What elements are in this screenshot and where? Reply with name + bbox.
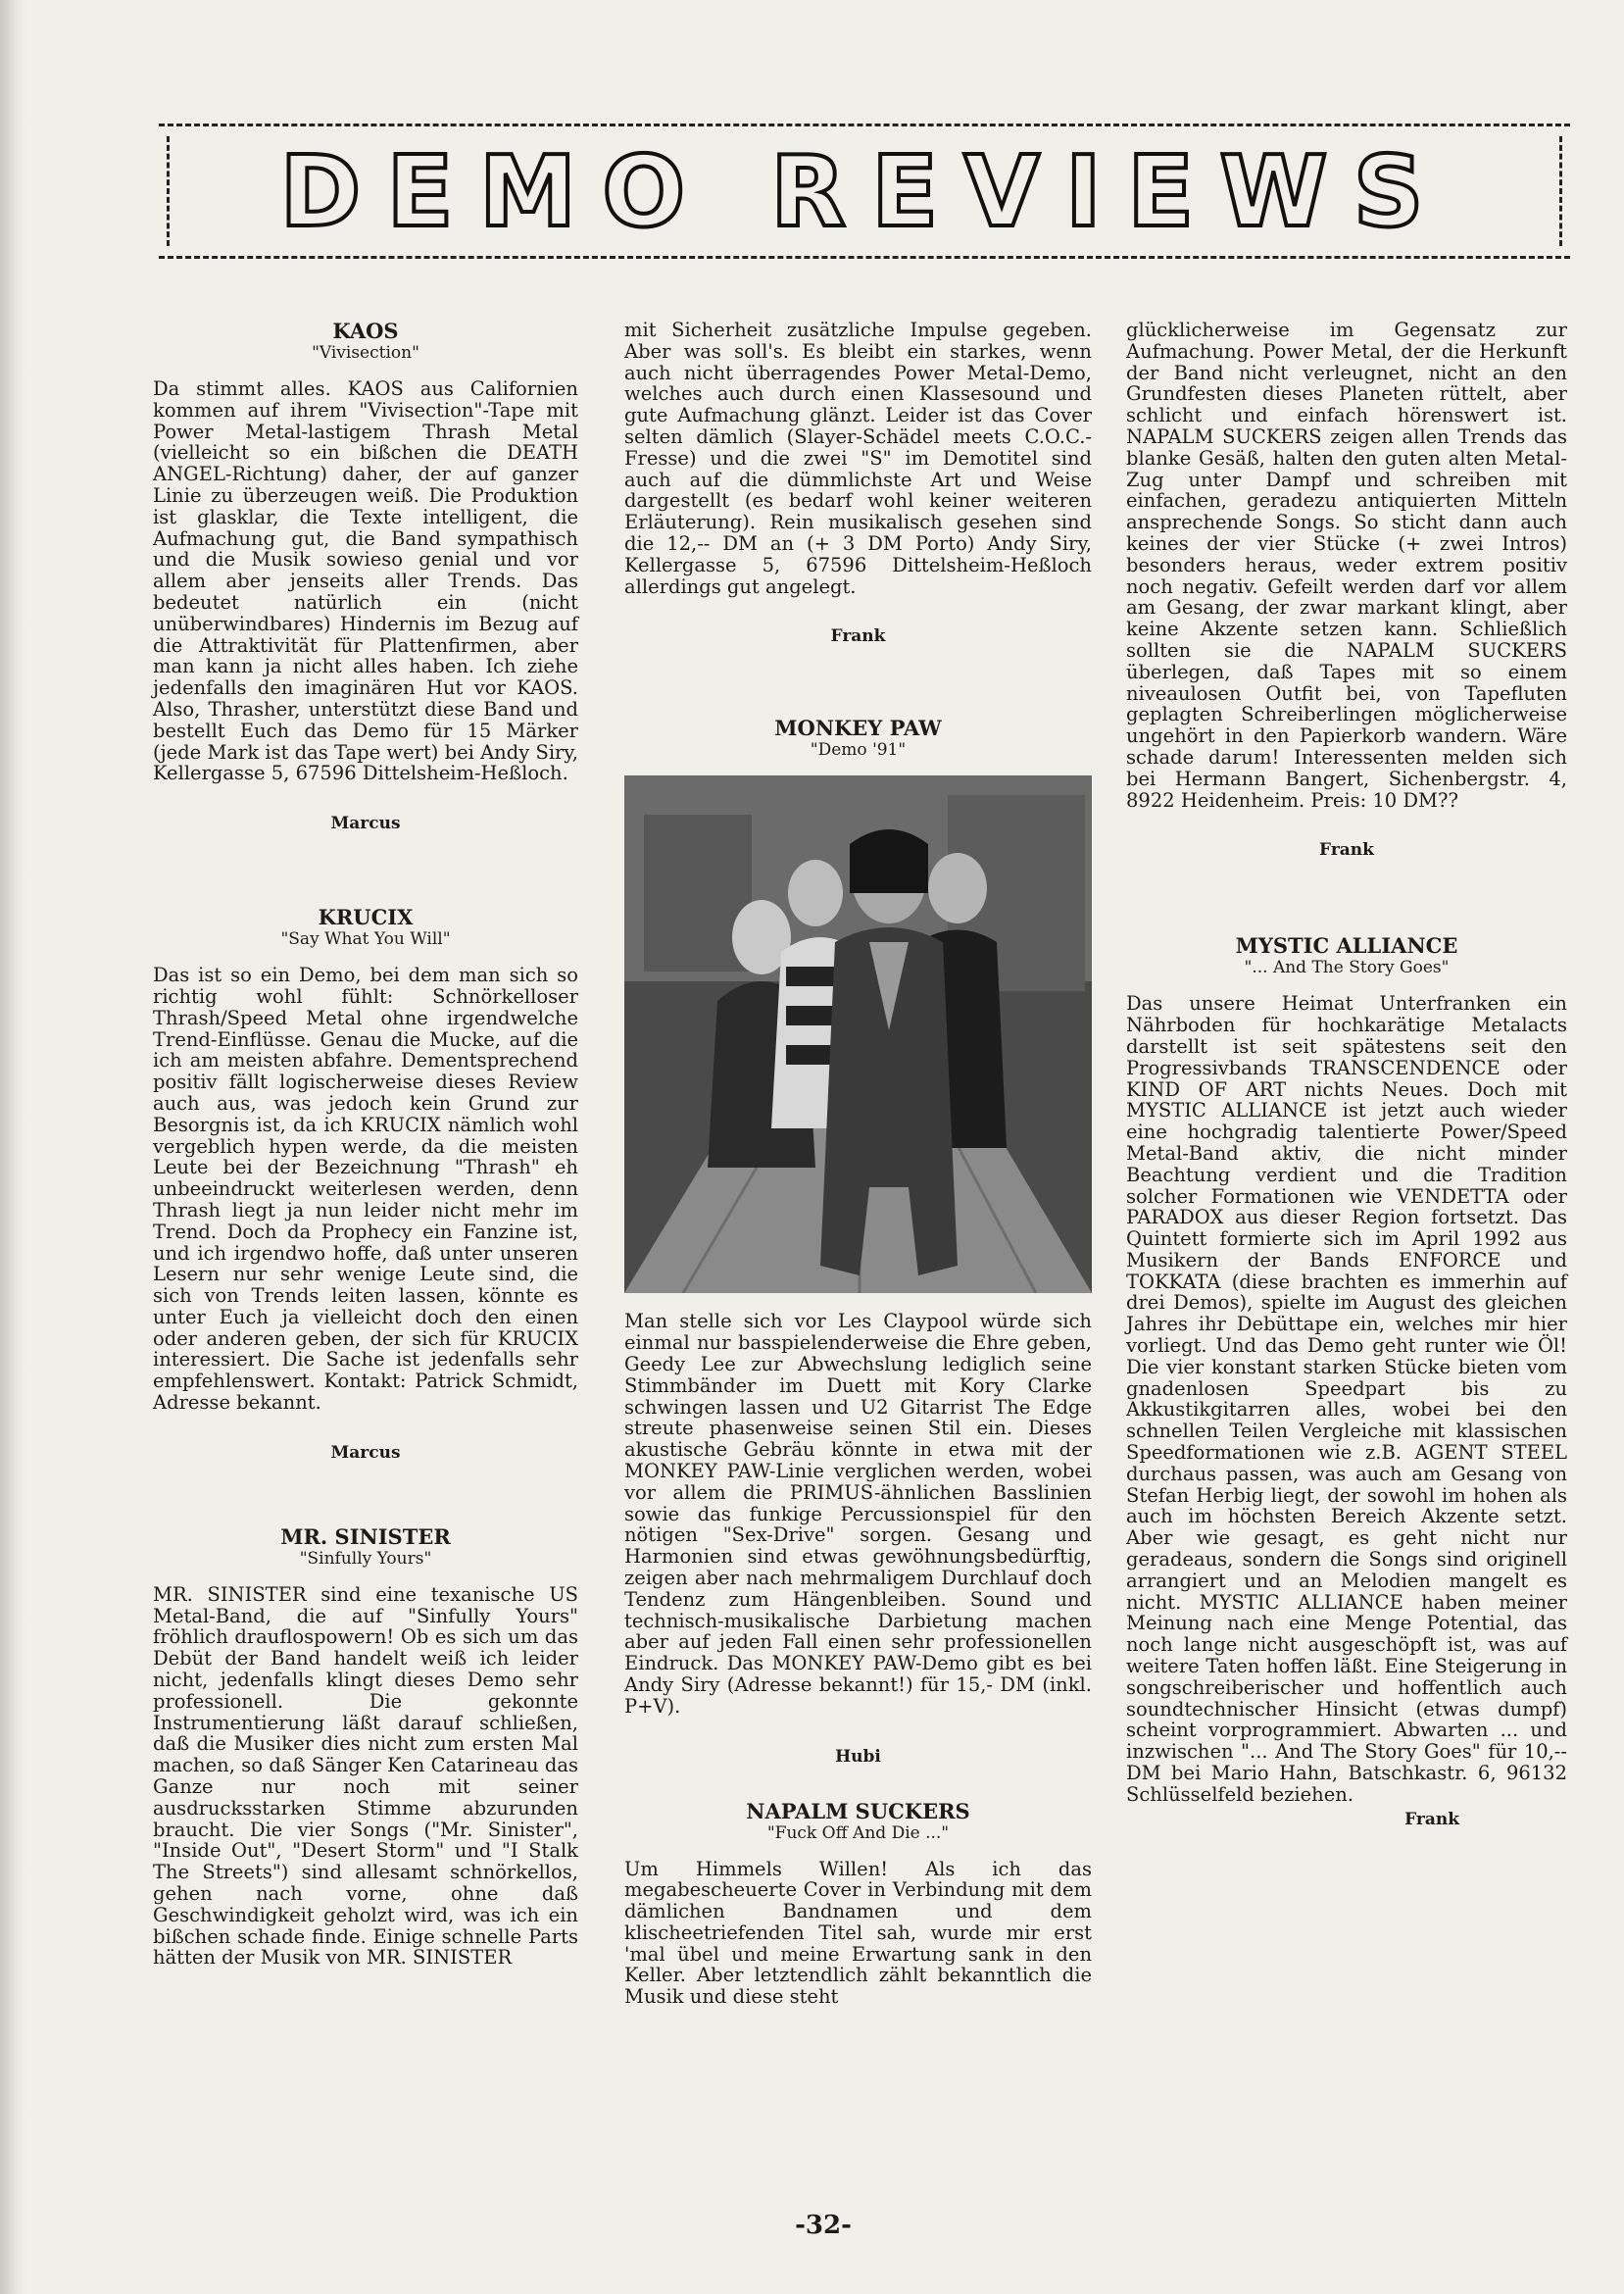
review-text: Man stelle sich vor Les Claypool würde sich einmal nur basspielenderweise die Ehre geben, Geedy Lee zur Abwechslung lediglich seine Stimmbänder im Duett mit Kory Clarke schwingen lassen und U2 Gitarrist The Edge streute phasenweise seinen Stil ein. Dieses akustische Gebräu könnte in etwa mit der MONKEY PAW-Linie verglichen werden, wobei vor allem die PRIMUS-ähnlichen Basslinien sowie das funkige Percussionspiel für den nötigen "Sex-Drive" sorgen. Gesang und Harmonien sind etwas gewöhnungsbedürftig, zeigen aber nach mehrmaligem Durchlauf doch Tendenz zum Hängenbleiben. Sound und technisch-musikalische Darbietung machen aber auf jeden Fall einen sehr professionellen Eindruck. Das MONKEY PAW-Demo gibt es bei Andy Siry (Adresse bekannt!) für 15,- DM (inkl. P+V). — [624, 1310, 1092, 1718]
column-left — [153, 320, 578, 1969]
review-text: Das ist so ein Demo, bei dem man sich so richtig wohl fühlt: Schnörkelloser Thrash/Speed Metal ohne irgendwelche Trend-Einflüsse. Genau die Mucke, auf die ich am meisten abfahre. Dementsprechend positiv fällt logischerweise dieses Review auch aus, was jedoch kein Grund zur Besorgnis ist, da ich KRUCIX nämlich wohl vergeblich hypen werde, da die meisten Leute bei der Bezeichnung "Thrash" eh unbeeindruckt weiterlesen werden, denn Thrash liegt ja nun leider nicht mehr im Trend. Doch da Prophecy ein Fanzine ist, und ich irgendwo hoffe, daß unter unseren Lesern nur sehr wenige Leute sind, die sich von Trends leiten lassen, könnte es unter Euch ja vielleicht doch den einen oder anderen geben, der sich für KRUCIX interessiert. Die Sache ist jedenfalls sehr empfehlenswert. Kontakt: Patrick Schmidt, Adresse bekannt. — [153, 964, 578, 1415]
review-demo-title: "Fuck Off And Die ..." — [766, 1822, 950, 1843]
review-band-name: MYSTIC ALLIANCE — [1235, 933, 1458, 959]
review-demo-title: "Say What You Will" — [280, 929, 451, 950]
review-author: Frank — [1404, 1809, 1459, 1829]
review-mr-sinister-continued — [624, 320, 1092, 646]
review-text-continued: mit Sicherheit zusätzliche Impulse gegeben. Aber was soll's. Es bleibt ein starkes, wenn auch nicht überragendes Power Metal-Demo, welches auch durch einen Klassesound und gute Aufmachung glänzt. Leider ist das Cover selten dämlich (Slayer-Schädel meets C.O.C.-Fresse) und die zwei "S" im Demotitel sind auch auf die dümmlichste Art und Weise dargestellt (es bedarf wohl keiner weiteren Erläuterung). Rein musikalisch gesehen sind die 12,-- DM an (+ 3 DM Porto) Andy Siry, Kellergasse 5, 67596 Dittelsheim-Heßloch allerdings gut angelegt. — [624, 319, 1092, 598]
review-band-name: KAOS — [332, 319, 399, 343]
page-title: DEMO REVIEWS — [279, 133, 1450, 249]
review-text: MR. SINISTER sind eine texanische US Metal-Band, die auf "Sinfully Yours" fröhlich drauflospowern! Ob es sich um das Debüt der Band handelt weiß ich leider nicht, jedenfalls klingt dieses Demo sehr professionell. Die gekonnte Instrumentierung läßt darauf schließen, daß die Musiker dies nicht zum ersten Mal machen, so daß Sänger Ken Catarineau das Ganze nur noch mit seiner ausdrucksstarken Stimme abzurunden braucht. Die vier Songs ("Mr. Sinister", "Inside Out", "Desert Storm" und "I Stalk The Streets") sind allesamt schnörkellos, gehen nach vorne, ohne daß Geschwindigkeit geholzt wird, was ich ein bißchen schade finde. Einige schnelle Parts hätten der Musik von MR. SINISTER — [153, 1582, 578, 1970]
spacer — [153, 833, 578, 906]
band-photo-icon — [624, 775, 1092, 1293]
page-binding-shadow — [0, 0, 25, 2294]
review-demo-title: "... And The Story Goes" — [1244, 958, 1450, 978]
review-demo-title: "Sinfully Yours" — [299, 1548, 432, 1569]
review-mr-sinister — [153, 1525, 578, 1969]
review-band-name: KRUCIX — [318, 905, 414, 930]
review-band-name: MR. SINISTER — [280, 1523, 451, 1549]
review-napalm-suckers-continued — [1126, 320, 1567, 860]
band-photo — [624, 775, 1092, 1293]
review-mystic-alliance — [1126, 934, 1567, 1828]
review-kaos — [153, 320, 578, 833]
review-author: Marcus — [330, 814, 401, 834]
review-author: Marcus — [330, 1442, 401, 1463]
review-text: Da stimmt alles. KAOS aus Californien kommen auf ihrem "Vivisection"-Tape mit Power Metal-lastigem Thrash Metal (vielleicht so ein bißchen die DEATH ANGEL-Richtung) daher, der auf ganzer Linie zu überzeugen weiß. Die Produktion ist glasklar, die Texte intelligent, die Aufmachung gut, die Band sympathisch und die Musik sowieso genial und vor allem aber jenseits aller Trends. Das bedeutet natürlich ein (nicht unüberwindbares) Hindernis im Bezug auf die Attraktivität für Plattenfirmen, aber man kann ja nicht alles haben. Ich ziehe jedenfalls den imaginären Hut vor KAOS. Also, Thrasher, unterstützt diese Band und bestellt Euch das Demo für 15 Märker (jede Mark ist das Tape wert) bei Andy Siry, Kellergasse 5, 67596 Dittelsheim-Heßloch. — [153, 377, 578, 785]
header-border-right — [1559, 136, 1562, 246]
review-text-continued: glücklicherweise im Gegensatz zur Aufmachung. Power Metal, der die Herkunft der Band nicht verleugnet, nicht an den Grundfesten dieses Planeten rüttelt, aber schlicht und einfach hörenswert ist. NAPALM SUCKERS zeigen allen Trends das blanke Gesäß, halten den guten alten Metal-Zug unter Dampf und schreiben mit einfachen, geradezu antiquierten Mitteln ansprechende Songs. So sticht dann auch keines der vier Stücke (+ zwei Intros) besonders heraus, weder extrem positiv noch negativ. Gefeilt werden darf vor allem am Gesang, der zwar markant klingt, aber keine Akzente setzen kann. Schließlich sollten sie die NAPALM SUCKERS überlegen, daß Tapes mit so einem niveaulosen Outfit bei, von Tapefluten geplagten Schreiberlingen möglicherweise ungehört in den Papierkorb wandern. Wäre schade darum! Interessenten melden sich bei Hermann Bangert, Sichenbergstr. 4, 8922 Heidenheim. Preis: 10 DM?? — [1126, 319, 1567, 812]
page-number: -32- — [795, 2211, 852, 2240]
spacer — [624, 646, 1092, 717]
review-band-name: NAPALM SUCKERS — [746, 1798, 970, 1823]
page-header-banner — [159, 124, 1570, 259]
review-text: Um Himmels Willen! Als ich das megabescheuerte Cover in Verbindung mit dem dämlichen Bandnamen und dem klischeetriefenden Titel sah, wurde mir erst 'mal übel und meine Erwartung sank in den Keller. Aber letztendlich zählt bekanntlich die Musik und diese steht — [624, 1857, 1092, 2009]
review-demo-title: "Vivisection" — [312, 343, 419, 363]
column-right — [1126, 320, 1567, 1829]
review-monkey-paw — [624, 717, 1092, 1766]
review-napalm-suckers — [624, 1800, 1092, 2009]
header-border-left — [167, 136, 170, 246]
spacer — [1126, 860, 1567, 934]
review-author: Frank — [1319, 840, 1374, 861]
review-author: Frank — [830, 626, 886, 647]
review-krucix — [153, 906, 578, 1463]
review-demo-title: "Demo '91" — [810, 740, 907, 761]
review-text: Das unsere Heimat Unterfranken ein Nährboden für hochkarätige Metalacts darstellt ist seit spätestens seit den Progressivbands TRANSCENDENCE oder KIND OF ART nichts Neues. Doch mit MYSTIC ALLIANCE ist jetzt auch wieder eine hochgradig talentierte Power/Speed Metal-Band aktiv, die nicht minder Beachtung verdient und die Tradition solcher Formationen wie VENDETTA oder PARADOX aus dieser Region fortsetzt. Das Quintett formierte sich im April 1992 aus Musikern der Bands ENFORCE und TOKKATA (diese brachten es immerhin auf drei Demos), spielte im August des gleichen Jahres ihr Debüttape ein, welches mir hier vorliegt. Und das Demo geht runter wie Öl! Die vier konstant starken Stücke bieten vom gnadenlosen Speedpart bis zu Akkustikgitarren alles, wobei bei den schnellen Teilen Vergleiche mit klassischen Speedformationen wie z.B. AGENT STEEL durchaus passen, was auch am Gesang von Stefan Herbig liegt, der sowohl im hohen als auch im höchsten Bereich Akzente setzt. Aber wie gesagt, es geht nicht nur geradeaus, sondern die Songs sind originell arrangiert und an Melodien mangelt es nicht. MYSTIC ALLIANCE haben meiner Meinung nach eine Menge Potential, das noch lange nicht ausgeschöpft ist, was auf weitere Taten hoffen läßt. Eine Steigerung in songschreiberischer und hoffentlich auch soundtechnischer Hinsicht (etwas dumpf) scheint vorprogrammiert. Abwarten ... und inzwischen "... And The Story Goes" für 10,-- DM bei Mario Hahn, Batschkastr. 6, 96132 Schlüsselfeld beziehen. — [1126, 992, 1567, 1806]
spacer — [153, 1463, 578, 1525]
review-author: Hubi — [835, 1746, 881, 1767]
review-band-name: MONKEY PAW — [774, 716, 942, 741]
spacer — [624, 1767, 1092, 1800]
column-middle — [624, 320, 1092, 2008]
